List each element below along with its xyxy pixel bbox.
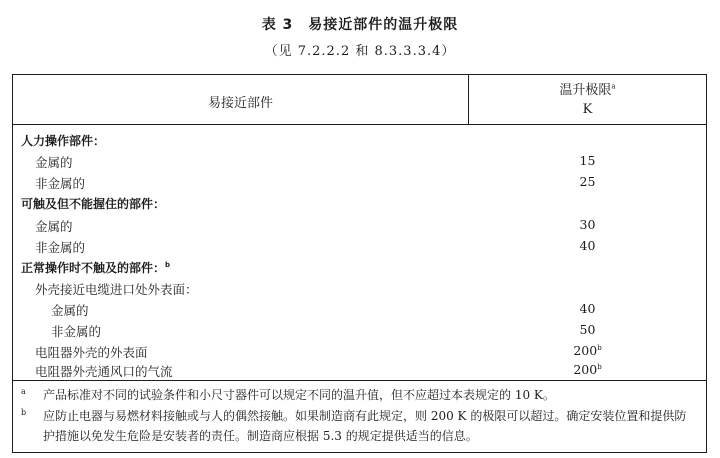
table-row [13,299,706,320]
row-label-sup: b [165,261,171,269]
column-header-limit-sup: a [611,82,616,91]
row-value-sup: b [597,362,602,371]
column-header-limit-label: 温升极限 [559,83,612,98]
row-label: 电阻器外壳通风口的气流 [35,364,173,379]
table-row [13,130,706,151]
row-label: 非金属的 [35,240,86,255]
column-header-unit: K [582,102,593,117]
row-label: 正常操作时不触及的部件：$^b$ [21,261,171,275]
footnote-mark: a [21,387,26,396]
column-header-part: 易接近部件 [207,96,273,111]
row-label: 电阻器外壳的外表面 [35,345,148,360]
table-title: 表 3 易接近部件的温升极限 [261,17,459,33]
row-label: 可触及但不能握住的部件： [21,197,166,211]
table-row [13,278,706,299]
row-label: 金属的 [51,303,89,318]
table-subtitle: （见 7.2.2.2 和 8.3.3.3.4） [264,44,456,59]
row-value-sup: b [597,343,602,352]
row-label: 非金属的 [35,176,86,191]
table-row [13,320,706,341]
row-value: 30 [579,217,596,232]
temperature-rise-table [12,74,707,453]
footnote-text: 应防止电器与易燃材料接触或与人的偶然接触。如果制造商有此规定，则 200 K 的极限可以超过。确定安装位置和提供防护措施以免发生危险是安装者的责任。制造商应根据 5.3 的规定提供适当的信息。 [43,409,687,443]
row-value: 25 [579,174,596,189]
footnote-b [21,406,698,446]
row-label: 非金属的 [51,324,102,339]
table-row [13,341,706,362]
row-value: 15 [579,153,596,168]
table-row [13,215,706,236]
row-value: 40 [579,301,596,316]
table-row [13,360,706,381]
footnote-text: 产品标准对不同的试验条件和小尺寸器件可以规定不同的温升值，但不应超过本表规定的 10 K。 [43,388,555,402]
table-row [13,193,706,214]
table-row [13,236,706,257]
row-label: 金属的 [35,155,73,170]
footnote-a [21,385,698,405]
column-header-limit [469,81,706,119]
table-row [13,151,706,172]
table-row [13,257,706,278]
footnote-mark: b [21,408,27,417]
header-rule [13,124,706,125]
row-value: 40 [579,238,596,253]
row-value: 200$^b$ [573,343,602,358]
row-label: 外壳接近电缆进口处外表面： [35,282,198,297]
row-value: 50 [579,322,596,337]
row-label: 金属的 [35,219,73,234]
row-value: 200$^b$ [573,362,602,377]
row-label: 人力操作部件： [21,134,106,148]
table-row [13,172,706,193]
